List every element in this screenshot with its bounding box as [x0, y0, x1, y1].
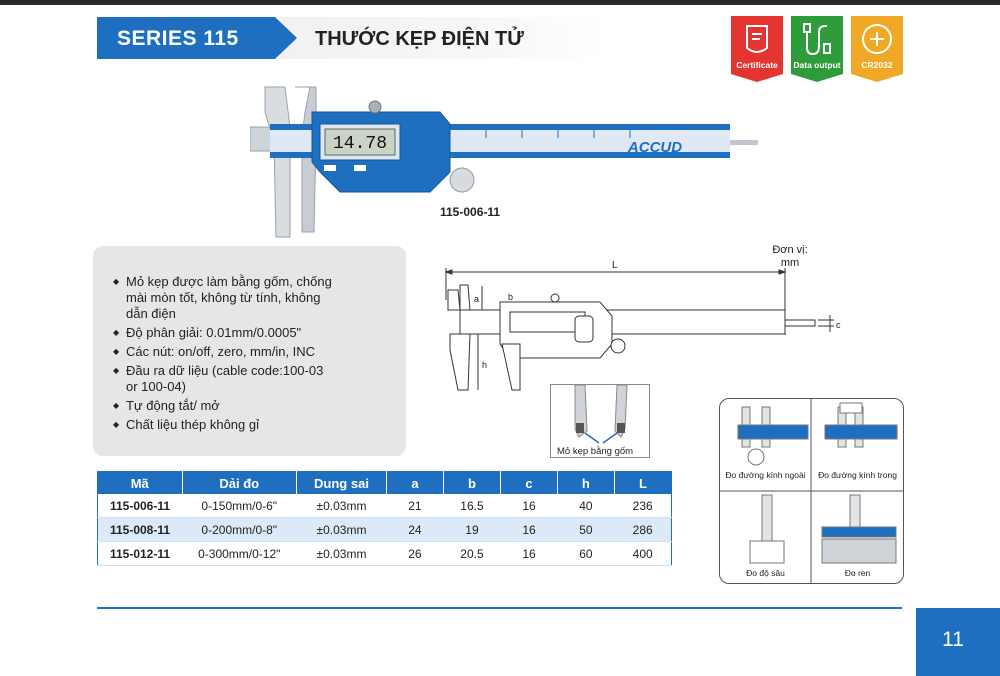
- cell-a: 26: [386, 542, 443, 566]
- outer-caption: Đo đường kính ngoài: [725, 470, 806, 480]
- feature-item: ◆ Tự động tắt/ mở: [113, 398, 333, 414]
- series-label: SERIES 115: [117, 27, 239, 50]
- battery-badge: [851, 16, 903, 82]
- header-a: a: [386, 472, 443, 495]
- cell-tolerance: ±0.03mm: [296, 542, 386, 566]
- cell-h: 40: [557, 494, 614, 518]
- dim-h: h: [482, 360, 488, 370]
- page-title: THƯỚC KẸP ĐIỆN TỬ: [315, 28, 524, 50]
- data-output-label: Data output: [793, 60, 841, 70]
- cell-c: 16: [501, 494, 558, 518]
- ceramic-label: Mỏ kẹp bằng gốm: [557, 446, 634, 457]
- feature-item: ◆ Độ phân giải: 0.01mm/0.0005": [113, 325, 333, 341]
- feature-item: ◆ Các nút: on/off, zero, mm/in, INC: [113, 344, 333, 360]
- inner-caption: Đo đường kính trong: [818, 470, 897, 480]
- battery-label: CR2032: [861, 60, 893, 70]
- cell-code: 115-008-11: [98, 518, 183, 542]
- features-panel: [93, 246, 406, 456]
- header-tolerance: Dung sai: [296, 472, 386, 495]
- table-row: [98, 542, 672, 566]
- dim-b: b: [508, 292, 514, 302]
- dim-L: L: [612, 260, 618, 271]
- table-header-row: [98, 472, 672, 495]
- footer-rule: [97, 607, 902, 609]
- top-border: [0, 0, 1000, 5]
- cell-range: 0-200mm/0-8": [182, 518, 296, 542]
- feature-item: ◆ Chất liệu thép không gỉ: [113, 417, 333, 433]
- page-number: 11: [942, 628, 964, 651]
- caliper-photo: [250, 82, 760, 242]
- cell-L: 286: [614, 518, 671, 542]
- dim-c: c: [836, 320, 841, 330]
- cell-code: 115-006-11: [98, 494, 183, 518]
- cell-b: 16.5: [443, 494, 500, 518]
- cell-tolerance: ±0.03mm: [296, 494, 386, 518]
- header-b: b: [443, 472, 500, 495]
- cell-a: 21: [386, 494, 443, 518]
- lcd-reading: 14.78: [332, 134, 388, 154]
- dim-a: a: [474, 294, 480, 304]
- cell-c: 16: [501, 518, 558, 542]
- cell-b: 19: [443, 518, 500, 542]
- header-L: L: [614, 472, 671, 495]
- unit-label: Đơn vị: mm: [772, 244, 808, 269]
- model-label: 115-006-11: [440, 205, 501, 219]
- applications-panel: [719, 398, 904, 584]
- cell-b: 20.5: [443, 542, 500, 566]
- cell-tolerance: ±0.03mm: [296, 518, 386, 542]
- cell-h: 50: [557, 518, 614, 542]
- table-row: [98, 518, 672, 542]
- data-output-badge: [791, 16, 843, 82]
- feature-item: ◆ Đầu ra dữ liệu (cable code:100-03 or 100-04): [113, 363, 333, 395]
- table-row: [98, 494, 672, 518]
- cell-range: 0-300mm/0-12": [182, 542, 296, 566]
- certificate-label: Certificate: [736, 60, 778, 70]
- cell-L: 400: [614, 542, 671, 566]
- brand-logo: ACCUD: [627, 139, 683, 156]
- step-caption: Đo ren: [844, 568, 871, 578]
- header-c: c: [501, 472, 558, 495]
- series-banner: [97, 17, 297, 59]
- cell-c: 16: [501, 542, 558, 566]
- depth-caption: Đo độ sâu: [746, 568, 785, 578]
- cell-a: 24: [386, 518, 443, 542]
- cell-code: 115-012-11: [98, 542, 183, 566]
- cell-h: 60: [557, 542, 614, 566]
- header-range: Dải đo: [182, 472, 296, 495]
- cell-L: 236: [614, 494, 671, 518]
- header-h: h: [557, 472, 614, 495]
- cell-range: 0-150mm/0-6": [182, 494, 296, 518]
- page-number-box: [916, 608, 1000, 676]
- feature-item: ◆ Mỏ kẹp được làm bằng gốm, chống mài mòn tốt, không từ tính, không dẫn điện: [113, 274, 333, 322]
- certificate-badge: [731, 16, 783, 82]
- header-code: Mã: [98, 472, 183, 495]
- spec-table: [97, 471, 672, 566]
